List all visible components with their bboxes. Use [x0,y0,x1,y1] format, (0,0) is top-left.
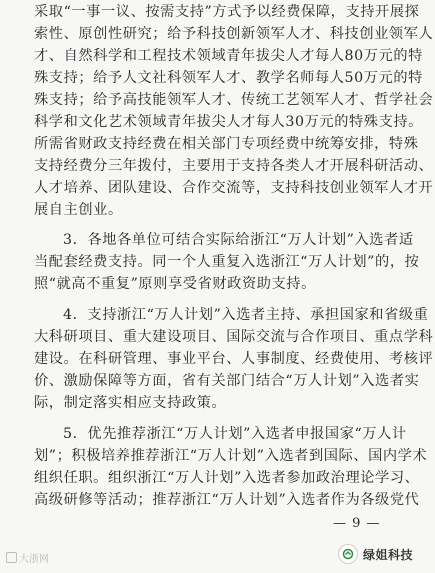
text-line: 当配套经费支持。同一个人重复入选浙江“万人计划”的，按 [34,254,420,270]
text-line: 大科研项目、重大建设项目、国际交流与合作项目、重点学科 [34,329,434,345]
text-line: 人才培养、团队建设、合作交流等，支持科技创业领军人才开 [34,180,434,196]
text-line: 价、激励保障等方面，省有关部门结合“万人计划”入选者实 [34,373,420,389]
text-line: 组织任职。组织浙江“万人计划”入选者参加政治理论学习、 [34,470,420,486]
text-line: 采取“一事一议、按需支持”方式予以经费保障，支持开展探 [34,4,420,20]
text-line: 支持经费分三年拨付，主要用于支持各类人才开展科研活动、 [34,158,434,174]
brand-badge [338,542,413,566]
watermark-logo-icon [6,552,17,563]
page-number: — 9 — [333,516,381,531]
source-watermark [6,550,49,565]
text-line: 4．支持浙江“万人计划”入选者主持、承担国家和省级重 [63,307,429,323]
text-line: 科学和文化艺术领域青年拔尖人才每人30万元的特殊支持。 [34,114,423,130]
text-line: 划”；积极培养推荐浙江“万人计划”入选者到国际、国内学术 [34,448,428,464]
watermark-text: 大浙网 [19,554,49,565]
text-line: 殊支持；给予高技能领军人才、传统工艺领军人才、哲学社会 [34,92,434,108]
text-line: 3．各地各单位可结合实际给浙江“万人计划”入选者适 [63,232,414,248]
text-line: 所需省财政支持经费在相关部门专项经费中统筹安排，特殊 [34,136,419,152]
text-line: 殊支持；给予人文社科领军人才、教学名师每人50万元的特 [34,70,423,86]
text-line: 5．优先推荐浙江“万人计划”入选者申报国家“万人计 [63,426,407,442]
brand-name: 绿姐科技 [363,547,414,562]
text-line: 际，制定落实相应支持政策。 [34,395,227,411]
text-line: 索性、原创性研究；给予科技创新领军人才、科技创业领军人 [34,26,434,42]
text-line: 展自主创业。 [34,202,123,218]
text-line: 建设。在科研管理、事业平台、人事制度、经费使用、考核评 [34,351,434,367]
text-line: 高级研修等活动；推荐浙江“万人计划”入选者作为各级党代 [34,492,420,508]
brand-logo-icon [338,544,358,564]
text-line: 才、自然科学和工程技术领域青年拔尖人才每人80万元的特 [34,48,423,64]
text-line: 照“就高不重复”原则享受省财政资助支持。 [34,276,316,292]
